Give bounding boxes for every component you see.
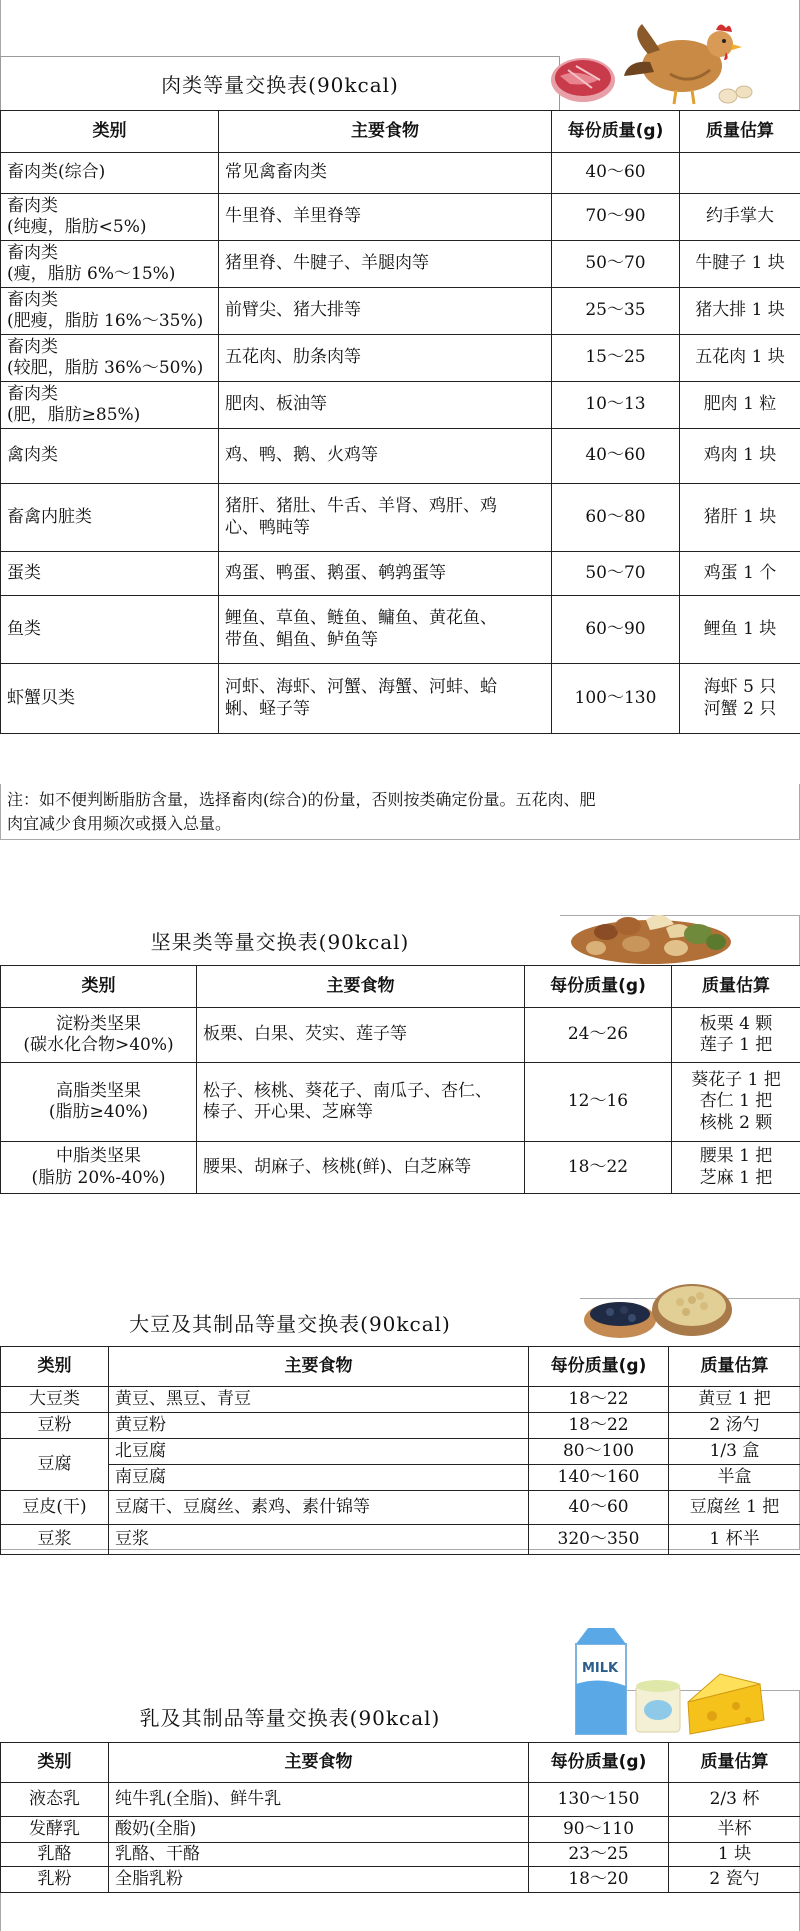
table-row [1,1783,800,1817]
category-subtext: (碳水化合物>40%) [7,1035,190,1056]
category-cell [1,1142,197,1194]
meat-title-text: 肉类等量交换表(90kcal) [161,69,399,98]
food-text: 常见禽畜肉类 [225,162,545,183]
estimate-text: 五花肉 1 块 [686,347,794,368]
estimate-cell [672,1063,800,1142]
estimate-cell: 1 块 [669,1843,800,1867]
table-row [1,552,800,596]
mass-cell: 18～22 [529,1387,669,1413]
col-header-mass: 每份质量(g) [529,1347,669,1387]
category-text: 禽肉类 [7,445,212,466]
category-subtext: (脂肪 20%-40%) [7,1168,190,1189]
estimate-text-line3: 核桃 2 颗 [678,1113,794,1134]
food-text: 五花肉、肋条肉等 [225,347,545,368]
mass-cell: 12～16 [525,1063,672,1142]
col-header-mass: 每份质量(g) [529,1743,669,1783]
estimate-cell: 黄豆 1 把 [669,1387,800,1413]
mass-cell: 25～35 [552,288,680,335]
col-header-estimate: 质量估算 [669,1347,800,1387]
category-cell [1,596,219,664]
category-subtext: (纯瘦，脂肪<5%) [7,217,212,238]
food-cell [197,1142,525,1194]
mass-cell: 24～26 [525,1008,672,1063]
category-text: 畜肉类 [7,196,212,217]
estimate-cell [680,288,800,335]
estimate-text: 鲤鱼 1 块 [686,619,794,640]
table-row [1,1867,800,1893]
food-text-line2: 蜊、蛏子等 [225,699,545,720]
food-cell [219,335,552,382]
mass-cell: 23～25 [529,1843,669,1867]
col-header-mass: 每份质量(g) [525,966,672,1008]
food-cell: 豆腐干、豆腐丝、素鸡、素什锦等 [109,1491,529,1525]
col-header-estimate: 质量估算 [680,111,800,153]
milk-carton-label: MILK [582,1661,619,1676]
dairy-title-text: 乳及其制品等量交换表(90kcal) [140,1702,441,1731]
col-header-food: 主要食物 [219,111,552,153]
food-text: 肥肉、板油等 [225,394,545,415]
mass-cell: 130～150 [529,1783,669,1817]
table-row [1,596,800,664]
food-cell [219,194,552,241]
estimate-cell [672,1008,800,1063]
dairy-illustration [570,1624,770,1742]
category-text: 中脂类坚果 [7,1146,190,1167]
mass-cell: 50～70 [552,241,680,288]
estimate-text-line2: 莲子 1 把 [678,1035,794,1056]
category-cell: 乳酪 [1,1843,109,1867]
meat-header-row [1,111,800,153]
mass-cell: 10～13 [552,382,680,429]
table-row [1,1491,800,1525]
nuts-table-title [0,915,560,965]
food-text-line2: 心、鸭盹等 [225,518,545,539]
col-header-food: 主要食物 [109,1347,529,1387]
col-header-category: 类别 [1,111,219,153]
col-header-food: 主要食物 [109,1743,529,1783]
soy-header-row [1,1347,800,1387]
table-row [1,664,800,734]
nuts-header-row [1,966,800,1008]
category-cell [1,288,219,335]
table-row [1,1465,800,1491]
food-cell [219,382,552,429]
soy-title-text: 大豆及其制品等量交换表(90kcal) [129,1308,451,1337]
table-row [1,1063,800,1142]
category-cell: 豆皮(干) [1,1491,109,1525]
dairy-table-title [0,1690,580,1742]
meat-footnote [0,784,800,840]
food-cell [219,664,552,734]
table-row [1,484,800,552]
estimate-cell: 2/3 杯 [669,1783,800,1817]
estimate-text: 肥肉 1 粒 [686,394,794,415]
table-row [1,194,800,241]
category-cell: 豆粉 [1,1413,109,1439]
estimate-text-line2: 河蟹 2 只 [686,699,794,720]
category-subtext: (肥瘦，脂肪 16%～35%) [7,311,212,332]
mass-cell: 320～350 [529,1525,669,1555]
food-text: 猪里脊、牛腱子、羊腿肉等 [225,253,545,274]
estimate-cell [680,194,800,241]
estimate-text: 鸡肉 1 块 [686,445,794,466]
footnote-line-1: 注：如不便判断脂肪含量，选择畜肉(综合)的份量，否则按类确定份量。五花肉、肥 [7,788,793,812]
col-header-category: 类别 [1,966,197,1008]
category-text: 畜肉类 [7,337,212,358]
category-text: 畜肉类(综合) [7,162,212,183]
meat-table [0,110,800,734]
table-row [1,1413,800,1439]
meat-table-title [0,56,560,110]
category-cell [1,484,219,552]
food-cell: 全脂乳粉 [109,1867,529,1893]
estimate-cell: 半杯 [669,1817,800,1843]
food-text: 腰果、胡麻子、核桃(鲜)、白芝麻等 [203,1157,518,1178]
category-text: 蛋类 [7,563,212,584]
footnote-line-2: 肉宜减少食用频次或摄入总量。 [7,812,793,836]
category-text: 淀粉类坚果 [7,1014,190,1035]
food-cell [219,484,552,552]
mass-cell: 60～90 [552,596,680,664]
table-row [1,288,800,335]
dairy-table [0,1742,800,1893]
category-text: 畜肉类 [7,384,212,405]
mass-cell: 18～22 [525,1142,672,1194]
chicken-illustration [620,14,760,108]
mass-cell: 100～130 [552,664,680,734]
mass-cell: 40～60 [552,153,680,194]
col-header-mass: 每份质量(g) [552,111,680,153]
mass-cell: 60～80 [552,484,680,552]
table-row [1,1008,800,1063]
table-row [1,382,800,429]
col-header-category: 类别 [1,1743,109,1783]
mass-cell: 15～25 [552,335,680,382]
food-cell: 酸奶(全脂) [109,1817,529,1843]
food-cell [219,596,552,664]
estimate-text: 板栗 4 颗 [678,1014,794,1035]
estimate-text-line2: 芝麻 1 把 [678,1168,794,1189]
category-cell: 液态乳 [1,1783,109,1817]
estimate-text: 牛腱子 1 块 [686,253,794,274]
dairy-section [0,1600,800,1930]
estimate-text-line2: 杏仁 1 把 [678,1091,794,1112]
category-cell [1,153,219,194]
mass-cell: 90～110 [529,1817,669,1843]
meat-section [0,0,800,840]
estimate-cell: 2 瓷勺 [669,1867,800,1893]
nuts-illustration [566,898,736,968]
estimate-cell [680,552,800,596]
estimate-cell [672,1142,800,1194]
soy-section [0,1220,800,1600]
food-cell: 南豆腐 [109,1465,529,1491]
table-row [1,335,800,382]
category-subtext: (较肥，脂肪 36%～50%) [7,358,212,379]
food-text: 猪肝、猪肚、牛舌、羊肾、鸡肝、鸡 [225,496,545,517]
soy-table [0,1346,800,1555]
steak-illustration [548,50,618,106]
food-text-line2: 带鱼、鲳鱼、鲈鱼等 [225,630,545,651]
food-cell [219,552,552,596]
table-row [1,1817,800,1843]
category-cell [1,1008,197,1063]
food-text: 鸡、鸭、鹅、火鸡等 [225,445,545,466]
estimate-cell [680,596,800,664]
mass-cell: 50～70 [552,552,680,596]
estimate-text: 葵花子 1 把 [678,1070,794,1091]
estimate-text: 鸡蛋 1 个 [686,563,794,584]
col-header-food: 主要食物 [197,966,525,1008]
category-text: 畜禽内脏类 [7,507,212,528]
food-cell: 纯牛乳(全脂)、鲜牛乳 [109,1783,529,1817]
estimate-cell [680,429,800,484]
mass-cell: 40～60 [529,1491,669,1525]
category-cell [1,429,219,484]
food-text: 牛里脊、羊里脊等 [225,206,545,227]
food-cell [197,1063,525,1142]
food-text: 板栗、白果、芡实、莲子等 [203,1024,518,1045]
food-cell: 乳酪、干酪 [109,1843,529,1867]
table-row [1,1387,800,1413]
beans-illustration [580,1270,750,1350]
table-row [1,1439,800,1465]
category-subtext: (瘦，脂肪 6%～15%) [7,264,212,285]
mass-cell: 140～160 [529,1465,669,1491]
food-cell [219,153,552,194]
estimate-text: 约手掌大 [686,206,794,227]
food-cell [219,241,552,288]
mass-cell: 80～100 [529,1439,669,1465]
category-text: 高脂类坚果 [7,1081,190,1102]
table-row [1,429,800,484]
mass-cell: 40～60 [552,429,680,484]
food-cell: 黄豆、黑豆、青豆 [109,1387,529,1413]
table-row [1,1142,800,1194]
food-cell: 黄豆粉 [109,1413,529,1439]
category-cell [1,335,219,382]
food-cell [197,1008,525,1063]
estimate-cell: 1 杯半 [669,1525,800,1555]
category-text: 畜肉类 [7,243,212,264]
estimate-text: 海虾 5 只 [686,677,794,698]
estimate-text: 腰果 1 把 [678,1146,794,1167]
category-subtext: (肥，脂肪≥85%) [7,405,212,426]
category-text: 虾蟹贝类 [7,688,212,709]
estimate-cell [680,153,800,194]
food-text-line2: 榛子、开心果、芝麻等 [203,1102,518,1123]
nuts-title-text: 坚果类等量交换表(90kcal) [151,926,410,955]
food-text: 鸡蛋、鸭蛋、鹅蛋、鹌鹑蛋等 [225,563,545,584]
category-cell: 豆腐 [1,1439,109,1491]
estimate-cell [680,664,800,734]
food-cell: 豆浆 [109,1525,529,1555]
soy-table-title [0,1298,580,1346]
food-cell [219,429,552,484]
category-cell: 乳粉 [1,1867,109,1893]
food-text: 松子、核桃、葵花子、南瓜子、杏仁、 [203,1081,518,1102]
mass-cell: 18～20 [529,1867,669,1893]
category-cell [1,241,219,288]
col-header-category: 类别 [1,1347,109,1387]
table-row [1,1525,800,1555]
col-header-estimate: 质量估算 [672,966,800,1008]
table-row [1,1843,800,1867]
food-text: 前臂尖、猪大排等 [225,300,545,321]
food-cell: 北豆腐 [109,1439,529,1465]
dairy-header-row [1,1743,800,1783]
estimate-cell [680,382,800,429]
estimate-text: 猪大排 1 块 [686,300,794,321]
category-cell [1,664,219,734]
food-text: 河虾、海虾、河蟹、海蟹、河蚌、蛤 [225,677,545,698]
nuts-section [0,840,800,1220]
table-row [1,153,800,194]
estimate-cell: 豆腐丝 1 把 [669,1491,800,1525]
mass-cell: 18～22 [529,1413,669,1439]
estimate-cell: 1/3 盒 [669,1439,800,1465]
food-text: 鲤鱼、草鱼、鲢鱼、鳙鱼、黄花鱼、 [225,608,545,629]
table-row [1,241,800,288]
estimate-cell: 半盒 [669,1465,800,1491]
estimate-cell [680,241,800,288]
food-cell [219,288,552,335]
category-cell [1,1063,197,1142]
category-cell: 大豆类 [1,1387,109,1413]
nuts-table [0,965,800,1194]
category-cell [1,382,219,429]
estimate-cell [680,335,800,382]
estimate-cell: 2 汤勺 [669,1413,800,1439]
category-cell [1,194,219,241]
category-text: 鱼类 [7,619,212,640]
category-text: 畜肉类 [7,290,212,311]
mass-cell: 70～90 [552,194,680,241]
estimate-text: 猪肝 1 块 [686,507,794,528]
estimate-cell [680,484,800,552]
category-cell: 豆浆 [1,1525,109,1555]
category-cell [1,552,219,596]
category-cell: 发酵乳 [1,1817,109,1843]
category-subtext: (脂肪≥40%) [7,1102,190,1123]
col-header-estimate: 质量估算 [669,1743,800,1783]
